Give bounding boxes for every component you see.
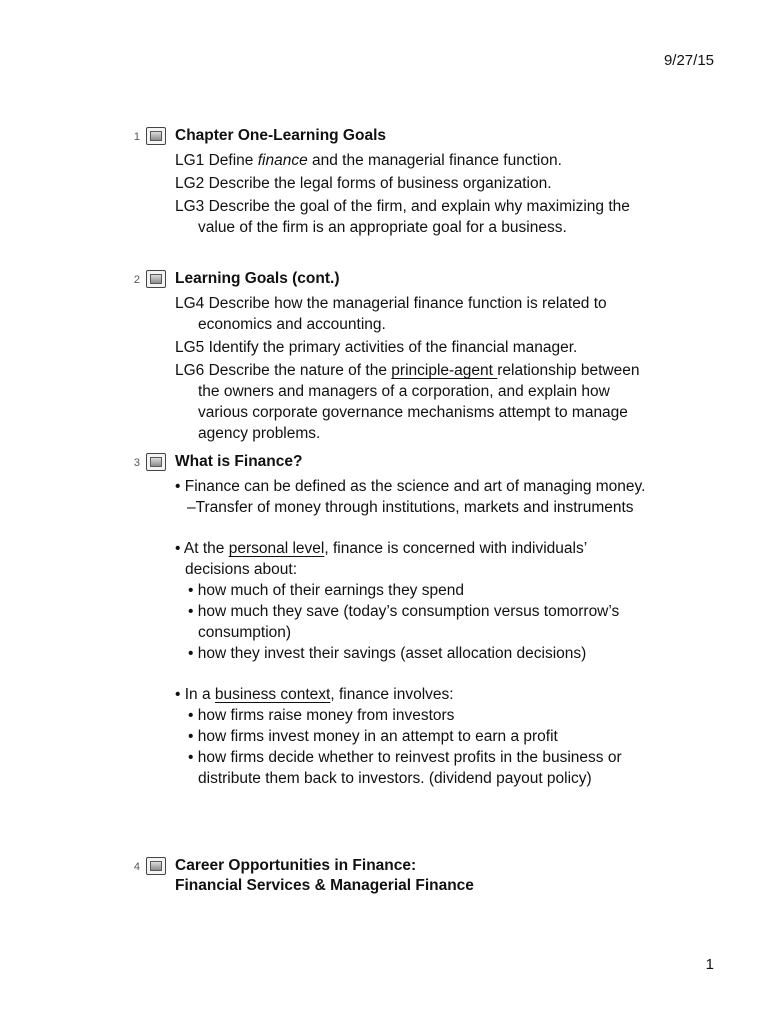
slide-3 — [0, 452, 768, 789]
slide-number: 3 — [133, 457, 140, 469]
list-item: • how firms decide whether to reinvest profits in the business or distribute them back to investors. (dividend payout policy) — [188, 749, 622, 787]
slide-body — [175, 476, 655, 789]
slide-thumbnail-icon[interactable] — [146, 127, 166, 145]
slide-4 — [0, 856, 768, 894]
slide-1 — [0, 126, 768, 240]
slide-thumbnail-icon[interactable] — [146, 857, 166, 875]
slide-title: Career Opportunities in Finance: Financial Services & Managerial Finance — [175, 857, 474, 894]
slide-title: What is Finance? — [175, 453, 303, 470]
slide-number: 1 — [133, 131, 140, 143]
bullet-finance-definition: • Finance can be defined as the science and art of managing money. — [175, 478, 646, 495]
list-item: • how they invest their savings (asset allocation decisions) — [188, 645, 587, 662]
learning-goal-lg3: LG3 Describe the goal of the firm, and explain why maximizing the value of the firm is an appropriate goal for a business. — [175, 198, 630, 236]
list-item: • how firms invest money in an attempt to earn a profit — [188, 728, 558, 745]
learning-goal-lg1: LG1 Define finance and the managerial finance function. — [175, 152, 562, 169]
sub-bullet-transfer: –Transfer of money through institutions, markets and instruments — [187, 499, 634, 516]
page-number: 1 — [705, 956, 714, 973]
learning-goal-lg2: LG2 Describe the legal forms of business organization. — [175, 175, 552, 192]
slide-body — [175, 150, 655, 238]
learning-goal-lg6: LG6 Describe the nature of the principle-agent relationship between the owners and managers of a corporation, and explain how various corporate governance mechanisms attempt to manage agency problems. — [175, 362, 640, 442]
slide-title: Chapter One-Learning Goals — [175, 127, 387, 144]
slide-header — [0, 269, 768, 293]
learning-goal-lg4: LG4 Describe how the managerial finance function is related to economics and accounting. — [175, 295, 607, 333]
learning-goal-lg5: LG5 Identify the primary activities of the financial manager. — [175, 339, 578, 356]
bullet-personal-level: • At the personal level, finance is concerned with individuals’ decisions about: — [175, 540, 587, 578]
slide-title: Learning Goals (cont.) — [175, 270, 340, 287]
slide-thumbnail-icon[interactable] — [146, 270, 166, 288]
slide-header — [0, 856, 768, 894]
slide-header — [0, 126, 768, 150]
list-item: • how firms raise money from investors — [188, 707, 455, 724]
slide-body — [175, 293, 655, 444]
slide-thumbnail-icon[interactable] — [146, 453, 166, 471]
list-item: • how much they save (today’s consumption versus tomorrow’s consumption) — [188, 603, 620, 641]
slide-number: 4 — [133, 861, 140, 873]
slide-header — [0, 452, 768, 476]
slide-2 — [0, 269, 768, 446]
bullet-business-context: • In a business context, finance involves: — [175, 686, 454, 703]
slide-number: 2 — [133, 274, 140, 286]
list-item: • how much of their earnings they spend — [188, 582, 464, 599]
notes-date: 9/27/15 — [663, 52, 714, 69]
